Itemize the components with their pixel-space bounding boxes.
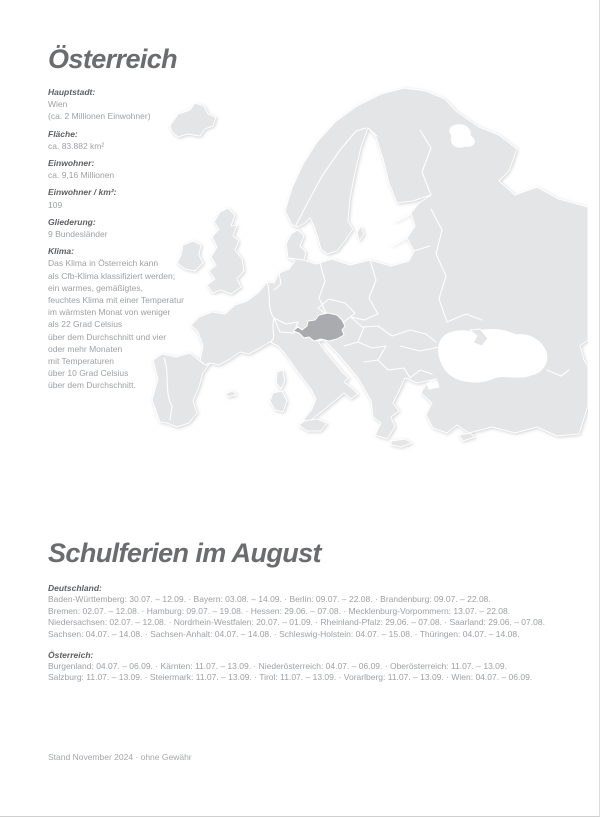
fact-line: Wien — [48, 99, 68, 110]
fact-line: über 10 Grad Celsius — [48, 368, 129, 379]
fact-klima — [48, 245, 203, 391]
fact-label: Gliederung: — [48, 216, 96, 227]
fact-line: ca. 83.882 km² — [48, 140, 105, 151]
fact-label: Fläche: — [48, 128, 78, 139]
fact-line: ein warmes, gemäßigtes, — [48, 282, 143, 293]
page-title: Österreich — [48, 44, 178, 74]
footer-note: Stand November 2024 · ohne Gewähr — [48, 752, 192, 762]
balearic-shape — [226, 391, 236, 397]
fact-label: Einwohner / km²: — [48, 187, 117, 198]
holiday-line: Burgenland: 04.07. – 06.09. · Kärnten: 11.07. – 13.09. · Niederösterreich: 04.07. – 06.09. · Oberösterreich: 11.07. – 13.09. — [48, 660, 507, 671]
black-sea-shape — [439, 329, 547, 382]
europe-map-svg — [148, 84, 588, 496]
fact-hauptstadt — [48, 86, 203, 123]
holiday-line: Baden-Württemberg: 30.07. – 12.09. · Bayern: 03.08. – 14.09. · Berlin: 09.07. – 22.08. · Brandenburg: 09.07. – 22.08. — [48, 594, 491, 605]
corsica-shape — [276, 370, 285, 389]
fact-line: als 22 Grad Celsius — [48, 319, 123, 330]
fact-line: ca. 9,16 Millionen — [48, 170, 115, 181]
group-label: Österreich: — [48, 649, 94, 660]
fact-flaeche — [48, 128, 203, 152]
fact-label: Hauptstadt: — [48, 87, 96, 97]
fact-line: über dem Durchschnitt und vier — [48, 331, 167, 342]
fact-label: Einwohner: — [48, 158, 95, 169]
fact-line: Das Klima in Österreich kann — [48, 258, 159, 269]
fact-line: mit Temperaturen — [48, 356, 114, 367]
fact-list — [48, 86, 203, 397]
fact-line: (ca. 2 Millionen Einwohner) — [48, 111, 151, 122]
holidays-austria — [48, 649, 568, 684]
cyprus-shape — [459, 433, 475, 441]
fact-gliederung — [48, 216, 203, 240]
holiday-line: Sachsen: 04.07. – 14.08. · Sachsen-Anhalt: 04.07. – 14.08. · Schleswig-Holstein: 04.07. – 15.08. · Thüringen: 04.07. – 14.08. — [48, 628, 520, 639]
fact-line: 9 Bundesländer — [48, 229, 108, 240]
group-label: Deutschland: — [48, 583, 102, 593]
sardinia-shape — [270, 391, 287, 412]
great-britain-shape — [207, 208, 244, 294]
europe-map — [148, 84, 588, 496]
fact-einwohner — [48, 157, 203, 181]
fact-line: im wärmsten Monat von weniger — [48, 307, 171, 318]
holiday-line: Bremen: 02.07. – 12.08. · Hamburg: 09.07. – 19.08. · Hessen: 29.06. – 07.08. · Mecklenburg-Vorpommern: 13.07. – 22.08. — [48, 605, 511, 616]
holidays-title: Schulferien im August — [48, 538, 321, 568]
fact-line: oder mehr Monaten — [48, 343, 123, 354]
fact-line: über dem Durchschnitt. — [48, 380, 136, 391]
crete-shape — [391, 439, 412, 447]
holiday-line: Salzburg: 11.07. – 13.09. · Steiermark: 11.07. – 13.09. · Tirol: 11.07. – 13.09. · Vorarlberg: 11.07. – 13.09. · Wien: 04.07. – 06.09. — [48, 672, 533, 683]
fact-line: als Cfb-Klima klassifiziert werden; — [48, 270, 176, 281]
fact-line: 109 — [48, 199, 63, 210]
fact-einwohner-dichte — [48, 186, 203, 210]
holidays-section — [48, 538, 568, 684]
fact-line: feuchtes Klima mit einer Temperatur — [48, 295, 184, 306]
holiday-line: Niedersachsen: 02.07. – 12.08. · Nordrhein-Westfalen: 20.07. – 01.09. · Rheinland-Pfalz: 29.06. – 07.08. · Saarland: 29.06. – 07.08. — [48, 617, 545, 628]
fact-label: Klima: — [48, 246, 74, 257]
holidays-germany — [48, 582, 568, 641]
gotland-shape — [357, 226, 364, 241]
